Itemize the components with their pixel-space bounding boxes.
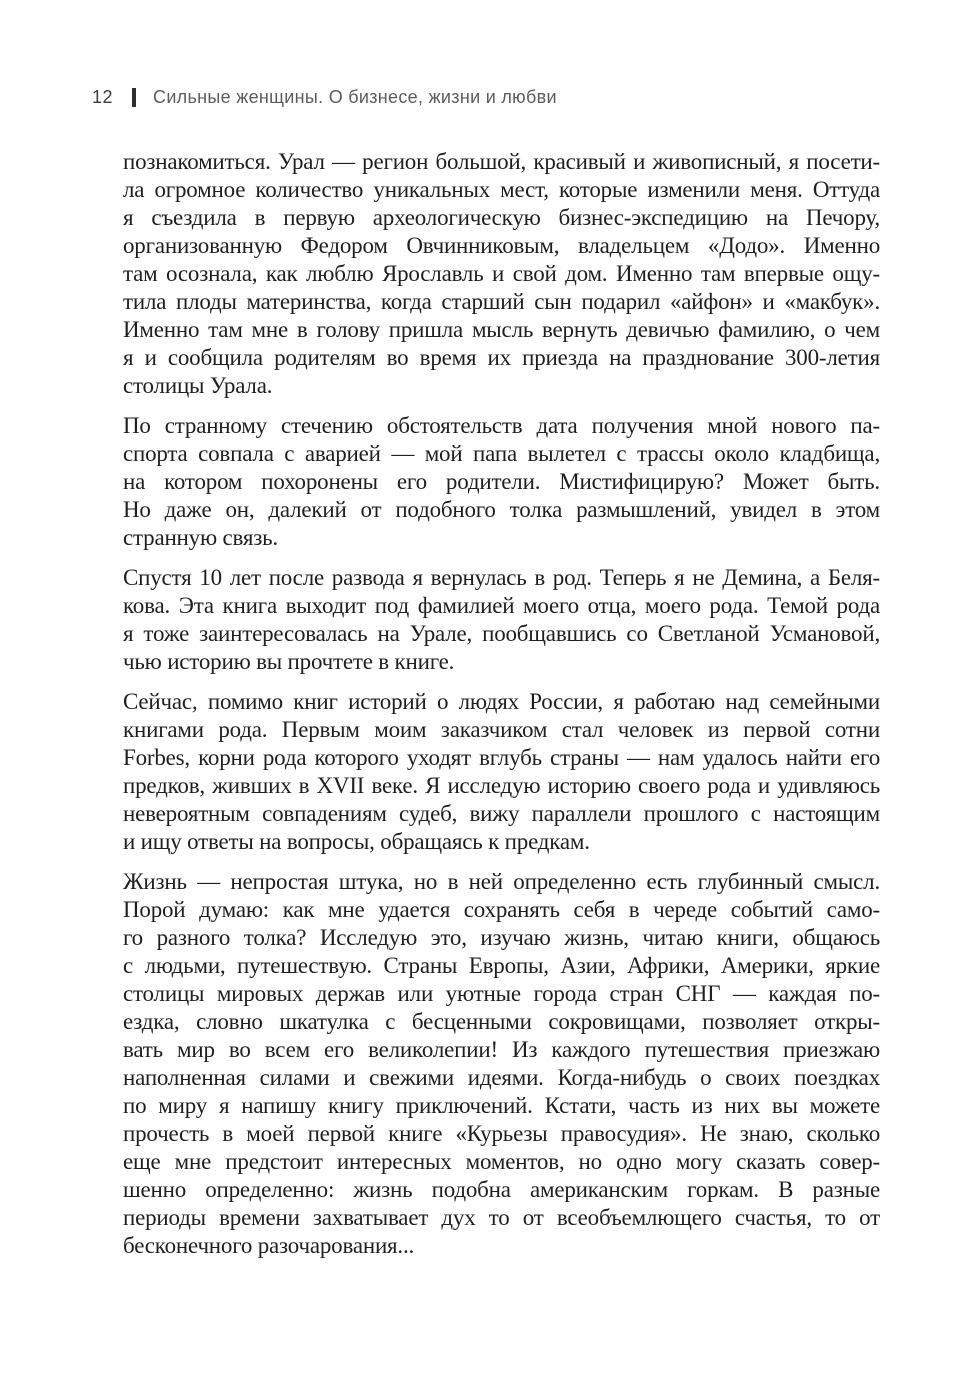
paragraph: [123, 148, 880, 400]
paragraph: [123, 412, 880, 552]
text-line: невероятным совпадениям судеб, вижу параллели прошлого с настоящим: [123, 801, 880, 826]
text-line: ездка, словно шкатулка с бесценными сокровищами, позволяет откры-: [123, 1009, 880, 1034]
text-line: я тоже заинтересовалась на Урале, пообщавшись со Светланой Усмановой,: [123, 621, 880, 646]
text-line: книгами рода. Первым моим заказчиком стал человек из первой сотни: [123, 717, 880, 742]
text-line: я съездила в первую археологическую бизнес-экспедицию на Печору,: [123, 205, 880, 230]
text-line: столицы Урала.: [123, 373, 273, 398]
running-title: Сильные женщины. О бизнесе, жизни и любви: [153, 87, 557, 107]
text-line: Сейчас, помимо книг историй о людях России, я работаю над семейными: [123, 689, 880, 714]
text-line: Спустя 10 лет после развода я вернулась в род. Теперь я не Демина, а Беля-: [123, 565, 880, 590]
text-line: Но даже он, далекий от подобного толка размышлений, увидел в этом: [123, 497, 880, 522]
text-line: по миру я напишу книгу приключений. Кстати, часть из них вы можете: [123, 1093, 880, 1118]
text-line: шенно определенно: жизнь подобна американским горкам. В разные: [123, 1177, 880, 1202]
text-line: еще мне предстоит интересных моментов, но одно могу сказать совер-: [123, 1149, 880, 1174]
text-line: предков, живших в XVII веке. Я исследую историю своего рода и удивляюсь: [123, 773, 880, 798]
text-line: странную связь.: [123, 525, 278, 550]
text-line: Именно там мне в голову пришла мысль вернуть девичью фамилию, о чем: [123, 317, 880, 342]
text-line: на котором похоронены его родители. Мистифицирую? Может быть.: [123, 469, 880, 494]
text-line: ла огромное количество уникальных мест, которые изменили меня. Оттуда: [123, 177, 880, 202]
paragraph: [123, 688, 880, 856]
text-line: столицы мировых держав или уютные города стран СНГ — каждая по-: [123, 981, 880, 1006]
page-number: 12: [92, 87, 114, 107]
text-line: Порой думаю: как мне удается сохранять себя в череде событий само-: [123, 897, 880, 922]
text-line: чью историю вы прочтете в книге.: [123, 649, 455, 674]
text-line: вать мир во всем его великолепии! Из каждого путешествия приезжаю: [123, 1037, 880, 1062]
page-body: [123, 148, 880, 1272]
text-line: тила плоды материнства, когда старший сын подарил «айфон» и «макбук».: [123, 289, 880, 314]
paragraph: [123, 868, 880, 1260]
text-line: наполненная силами и свежими идеями. Когда-нибудь о своих поездках: [123, 1065, 880, 1090]
text-line: периоды времени захватывает дух то от всеобъемлющего счастья, то от: [123, 1205, 880, 1230]
text-line: познакомиться. Урал — регион большой, красивый и живописный, я посети-: [123, 149, 880, 174]
text-line: организованную Федором Овчинниковым, владельцем «Додо». Именно: [123, 233, 880, 258]
header-separator: [132, 88, 136, 107]
text-line: Жизнь — непростая штука, но в ней определенно есть глубинный смысл.: [123, 869, 880, 894]
text-line: я и сообщила родителям во время их приезда на празднование 300-летия: [123, 345, 880, 370]
text-line: спорта совпала с аварией — мой папа вылетел с трассы около кладбища,: [123, 441, 880, 466]
text-line: го разного толка? Исследую это, изучаю жизнь, читаю книги, общаюсь: [123, 925, 880, 950]
text-line: Forbes, корни рода которого уходят вглубь страны — нам удалось найти его: [123, 745, 880, 770]
text-line: прочесть в моей первой книге «Курьезы правосудия». Не знаю, сколько: [123, 1121, 880, 1146]
paragraph: [123, 564, 880, 676]
text-line: там осознала, как люблю Ярославль и свой дом. Именно там впервые ощу-: [123, 261, 880, 286]
text-line: с людьми, путешествую. Страны Европы, Азии, Африки, Америки, яркие: [123, 953, 880, 978]
text-line: По странному стечению обстоятельств дата получения мной нового па-: [123, 413, 880, 438]
page-header: [92, 86, 557, 108]
text-line: бесконечного разочарования...: [123, 1233, 415, 1258]
text-line: кова. Эта книга выходит под фамилией моего отца, моего рода. Темой рода: [123, 593, 880, 618]
text-line: и ищу ответы на вопросы, обращаясь к предкам.: [123, 829, 590, 854]
